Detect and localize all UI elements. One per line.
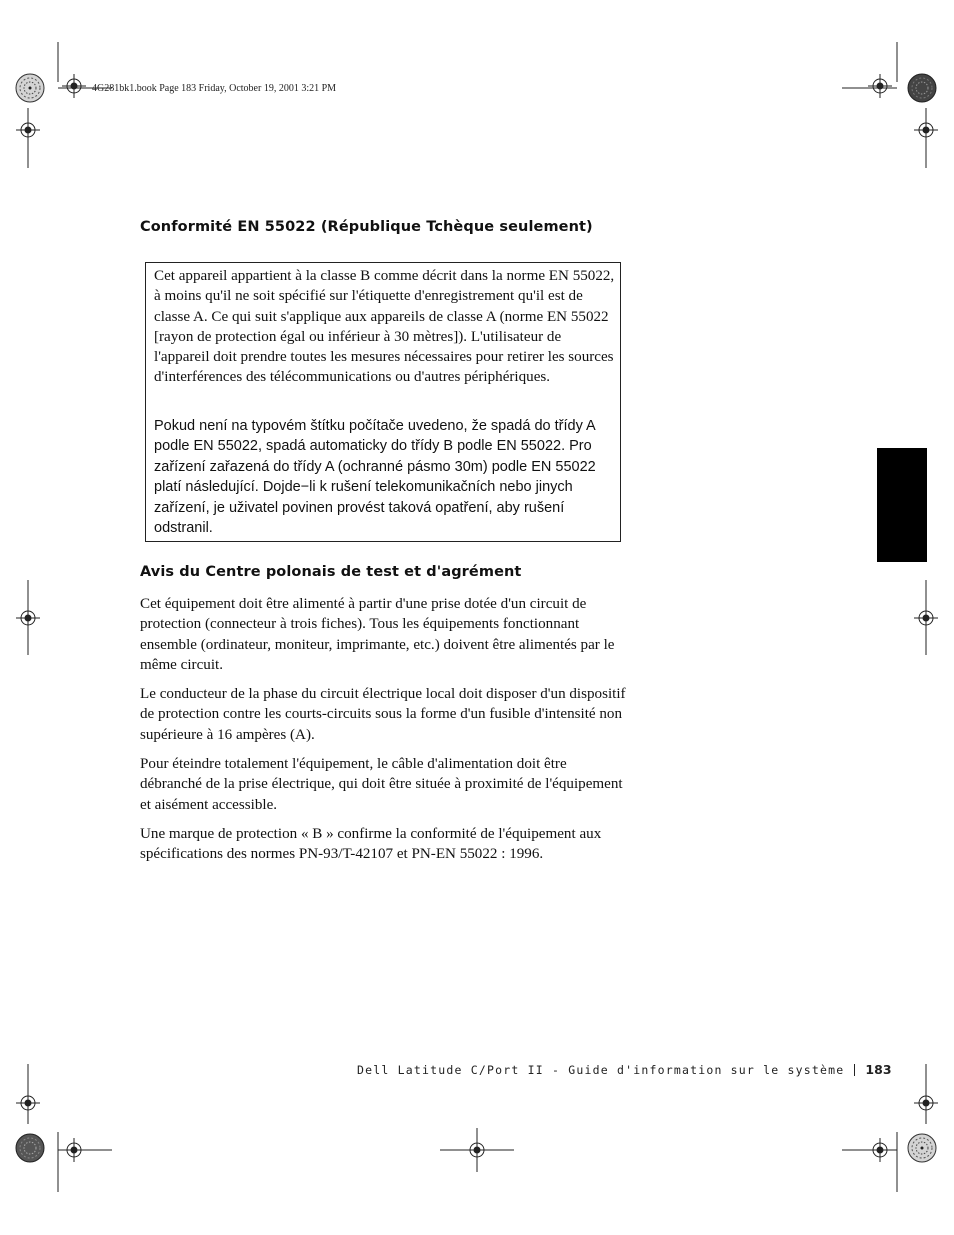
registration-target-icon	[16, 118, 40, 142]
notice-text-czech: Pokud není na typovém štítku počítače uvedeno, že spadá do třídy A podle EN 55022, spadá automaticky do třídy B podle EN 55022. Pro zařízení zařazená do třídy A (ochranné pásmo 30m) podle EN 55022 platí následující. Dojde−li k rušení telekomunikačních nebo jinych zařízení, je uživatel povinen provést taková opatření, aby rušení odstranil.	[154, 418, 596, 537]
star-target-icon	[16, 74, 44, 102]
footer-separator	[854, 1064, 855, 1076]
star-target-icon	[908, 74, 936, 102]
body-paragraph: Une marque de protection « B » confirme la conformité de l'équipement aux spécifications des normes PN-93/T-42107 et PN-EN 55022 : 1996.	[140, 826, 602, 863]
notice-text-french: Cet appareil appartient à la classe B comme décrit dans la norme EN 55022, à moins qu'il ne soit spécifié sur l'étiquette d'enregistrement qu'il est de classe A. Ce qui suit s'applique aux appareils de classe A (norme EN 55022 [rayon de protection égal ou inférieur à 30 mètres]). L'utilisateur de l'appareil doit prendre toutes les mesures nécessaires pour retirer les sources d'interférences des télécommunications ou d'autres périphériques.	[154, 268, 615, 386]
book-page-slug: 4G281bk1.book Page 183 Friday, October 19, 2001 3:21 PM	[92, 83, 337, 94]
page-footer	[357, 1062, 892, 1077]
page-number: 183	[865, 1062, 892, 1077]
registration-target-icon	[16, 606, 40, 630]
chapter-thumb-tab	[877, 448, 927, 562]
body-paragraph: Cet équipement doit être alimenté à partir d'une prise dotée d'un circuit de protection (connecteur à trois fiches). Tous les équipements fonctionnant ensemble (ordinateur, moniteur, imprimante, etc.) doivent être alimentés par le même circuit.	[140, 596, 615, 673]
registration-target-icon	[62, 1138, 86, 1162]
registration-target-icon	[914, 606, 938, 630]
star-target-icon	[16, 1134, 44, 1162]
registration-target-icon	[868, 1138, 892, 1162]
body-paragraph: Pour éteindre totalement l'équipement, le câble d'alimentation doit être débranché de la prise électrique, qui doit être située à proximité de l'équipement et aisément accessible.	[140, 756, 623, 813]
registration-target-icon	[914, 1091, 938, 1115]
registration-target-icon	[868, 74, 892, 98]
section-heading-en55022: Conformité EN 55022 (République Tchèque seulement)	[140, 219, 593, 235]
registration-target-icon	[914, 118, 938, 142]
registration-target-icon	[16, 1091, 40, 1115]
star-target-icon	[908, 1134, 936, 1162]
registration-target-icon	[62, 74, 86, 98]
section-heading-polish-center: Avis du Centre polonais de test et d'agrément	[140, 564, 522, 580]
registration-target-icon	[465, 1138, 489, 1162]
notice-box	[145, 262, 621, 542]
body-paragraph: Le conducteur de la phase du circuit électrique local doit disposer d'un dispositif de protection contre les courts-circuits sous la forme d'un fusible d'intensité non supérieure à 16 ampères (A).	[140, 686, 626, 743]
footer-book-title: Dell Latitude C/Port II - Guide d'information sur le système	[357, 1063, 845, 1077]
